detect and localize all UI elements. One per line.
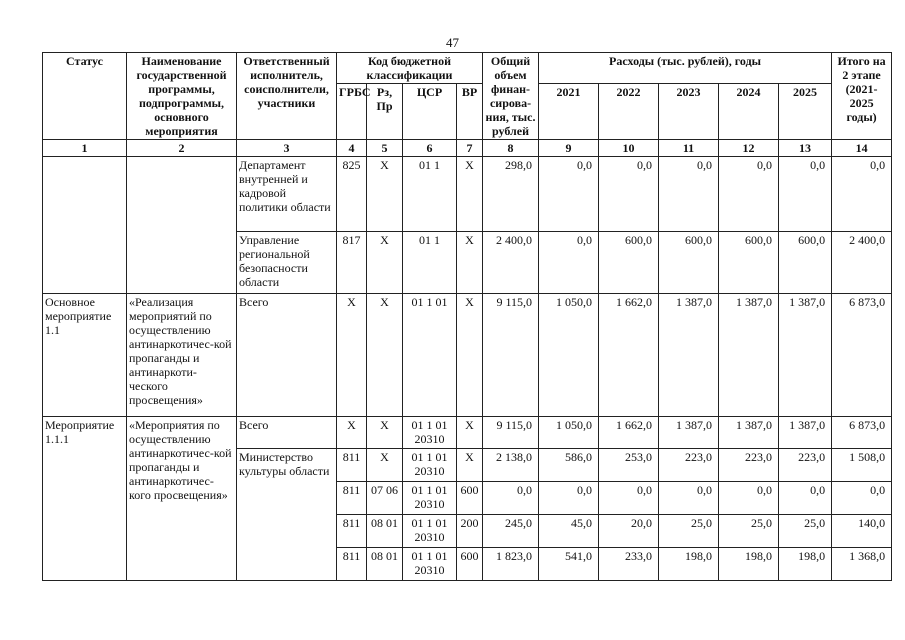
year-2022-cell: 600,0 [599, 232, 659, 294]
year-2025-cell: 1 387,0 [779, 294, 832, 417]
csr-cell: 01 1 [403, 232, 457, 294]
year-2023-cell: 25,0 [659, 515, 719, 548]
total-cell: 9 115,0 [483, 417, 539, 449]
stage-total-cell: 1 368,0 [832, 548, 892, 581]
stage-total-cell: 140,0 [832, 515, 892, 548]
year-2023-cell: 223,0 [659, 449, 719, 482]
header-rzpr: Рз, Пр [367, 84, 403, 140]
grbs-cell: 811 [337, 548, 367, 581]
year-2021-cell: 586,0 [539, 449, 599, 482]
vr-cell: 600 [457, 482, 483, 515]
year-2024-cell: 600,0 [719, 232, 779, 294]
header-name: Наименование государственной программы, подпрограммы, основного мероприятия [127, 53, 237, 140]
grbs-cell: 811 [337, 515, 367, 548]
csr-cell: 01 1 01 20310 [403, 548, 457, 581]
vr-cell: Х [457, 294, 483, 417]
vr-cell: Х [457, 417, 483, 449]
stage-total-cell: 0,0 [832, 482, 892, 515]
grbs-cell: Х [337, 294, 367, 417]
year-2023-cell: 0,0 [659, 157, 719, 232]
stage-total-cell: 6 873,0 [832, 417, 892, 449]
name-cell: «Реализация мероприятий по осуществлению антинаркотичес-кой пропаганды и антинаркоти-ческого просвещения» [127, 294, 237, 417]
year-2023-cell: 600,0 [659, 232, 719, 294]
year-2022-cell: 0,0 [599, 482, 659, 515]
stage-total-cell: 6 873,0 [832, 294, 892, 417]
name-cell: «Мероприятия по осуществлению антинаркотичес-кой пропаганды и антинаркотичес-кого просвещения» [127, 417, 237, 581]
executor-cell: Всего [237, 417, 337, 449]
year-2022-cell: 20,0 [599, 515, 659, 548]
header-csr: ЦСР [403, 84, 457, 140]
column-number: 1 [43, 140, 127, 157]
rzpr-cell: 07 06 [367, 482, 403, 515]
year-2022-cell: 1 662,0 [599, 417, 659, 449]
executor-cell: Министерство культуры области [237, 449, 337, 581]
column-number: 5 [367, 140, 403, 157]
header-grbs: ГРБС [337, 84, 367, 140]
header-total-volume: Общий объем финан-сирова-ния, тыс. рублей [483, 53, 539, 140]
total-cell: 1 823,0 [483, 548, 539, 581]
csr-cell: 01 1 01 20310 [403, 449, 457, 482]
year-2023-cell: 1 387,0 [659, 417, 719, 449]
year-2021-cell: 0,0 [539, 232, 599, 294]
year-2024-cell: 223,0 [719, 449, 779, 482]
csr-cell: 01 1 [403, 157, 457, 232]
csr-cell: 01 1 01 20310 [403, 417, 457, 449]
executor-cell: Всего [237, 294, 337, 417]
executor-cell: Департамент внутренней и кадровой политики области [237, 157, 337, 232]
vr-cell: Х [457, 157, 483, 232]
grbs-cell: 817 [337, 232, 367, 294]
year-2024-cell: 0,0 [719, 482, 779, 515]
stage-total-cell: 0,0 [832, 157, 892, 232]
column-number: 10 [599, 140, 659, 157]
table-row [43, 294, 892, 417]
stage-total-cell: 1 508,0 [832, 449, 892, 482]
header-2024: 2024 [719, 84, 779, 140]
year-2024-cell: 1 387,0 [719, 417, 779, 449]
csr-cell: 01 1 01 20310 [403, 482, 457, 515]
year-2024-cell: 1 387,0 [719, 294, 779, 417]
total-cell: 9 115,0 [483, 294, 539, 417]
header-2023: 2023 [659, 84, 719, 140]
grbs-cell: Х [337, 417, 367, 449]
column-number: 9 [539, 140, 599, 157]
vr-cell: Х [457, 232, 483, 294]
rzpr-cell: Х [367, 232, 403, 294]
year-2021-cell: 1 050,0 [539, 417, 599, 449]
status-cell: Мероприятие 1.1.1 [43, 417, 127, 581]
total-cell: 2 138,0 [483, 449, 539, 482]
year-2024-cell: 0,0 [719, 157, 779, 232]
year-2023-cell: 198,0 [659, 548, 719, 581]
header-2022: 2022 [599, 84, 659, 140]
total-cell: 245,0 [483, 515, 539, 548]
year-2025-cell: 1 387,0 [779, 417, 832, 449]
rzpr-cell: Х [367, 449, 403, 482]
year-2022-cell: 253,0 [599, 449, 659, 482]
column-number: 14 [832, 140, 892, 157]
rzpr-cell: 08 01 [367, 548, 403, 581]
header-2021: 2021 [539, 84, 599, 140]
table-row [43, 417, 892, 449]
grbs-cell: 811 [337, 449, 367, 482]
column-number-row [43, 140, 892, 157]
header-status: Статус [43, 53, 127, 140]
page-number: 47 [446, 35, 459, 50]
year-2021-cell: 0,0 [539, 482, 599, 515]
name-cell [127, 157, 237, 294]
csr-cell: 01 1 01 [403, 294, 457, 417]
grbs-cell: 825 [337, 157, 367, 232]
year-2022-cell: 1 662,0 [599, 294, 659, 417]
header-2025: 2025 [779, 84, 832, 140]
year-2022-cell: 0,0 [599, 157, 659, 232]
total-cell: 2 400,0 [483, 232, 539, 294]
column-number: 13 [779, 140, 832, 157]
year-2025-cell: 198,0 [779, 548, 832, 581]
year-2025-cell: 223,0 [779, 449, 832, 482]
executor-cell: Управление региональной безопасности области [237, 232, 337, 294]
table-row [43, 157, 892, 232]
status-cell [43, 157, 127, 294]
header-vr: ВР [457, 84, 483, 140]
year-2025-cell: 25,0 [779, 515, 832, 548]
year-2023-cell: 0,0 [659, 482, 719, 515]
year-2024-cell: 25,0 [719, 515, 779, 548]
rzpr-cell: Х [367, 157, 403, 232]
total-cell: 298,0 [483, 157, 539, 232]
column-number: 7 [457, 140, 483, 157]
column-number: 3 [237, 140, 337, 157]
year-2024-cell: 198,0 [719, 548, 779, 581]
column-number: 6 [403, 140, 457, 157]
year-2022-cell: 233,0 [599, 548, 659, 581]
column-number: 8 [483, 140, 539, 157]
csr-cell: 01 1 01 20310 [403, 515, 457, 548]
column-number: 2 [127, 140, 237, 157]
column-number: 4 [337, 140, 367, 157]
rzpr-cell: Х [367, 294, 403, 417]
header-budget-code: Код бюджетной классификации [337, 53, 483, 84]
column-number: 11 [659, 140, 719, 157]
year-2021-cell: 45,0 [539, 515, 599, 548]
grbs-cell: 811 [337, 482, 367, 515]
stage-total-cell: 2 400,0 [832, 232, 892, 294]
year-2023-cell: 1 387,0 [659, 294, 719, 417]
header-executor: Ответственный исполнитель, соисполнители, участники [237, 53, 337, 140]
rzpr-cell: 08 01 [367, 515, 403, 548]
status-cell: Основное мероприятие 1.1 [43, 294, 127, 417]
vr-cell: Х [457, 449, 483, 482]
budget-table [42, 52, 892, 581]
year-2025-cell: 0,0 [779, 482, 832, 515]
year-2021-cell: 0,0 [539, 157, 599, 232]
year-2025-cell: 0,0 [779, 157, 832, 232]
year-2025-cell: 600,0 [779, 232, 832, 294]
column-number: 12 [719, 140, 779, 157]
header-stage-total: Итого на 2 этапе (2021-2025 годы) [832, 53, 892, 140]
year-2021-cell: 1 050,0 [539, 294, 599, 417]
vr-cell: 200 [457, 515, 483, 548]
total-cell: 0,0 [483, 482, 539, 515]
header-expenses: Расходы (тыс. рублей), годы [539, 53, 832, 84]
rzpr-cell: Х [367, 417, 403, 449]
year-2021-cell: 541,0 [539, 548, 599, 581]
vr-cell: 600 [457, 548, 483, 581]
